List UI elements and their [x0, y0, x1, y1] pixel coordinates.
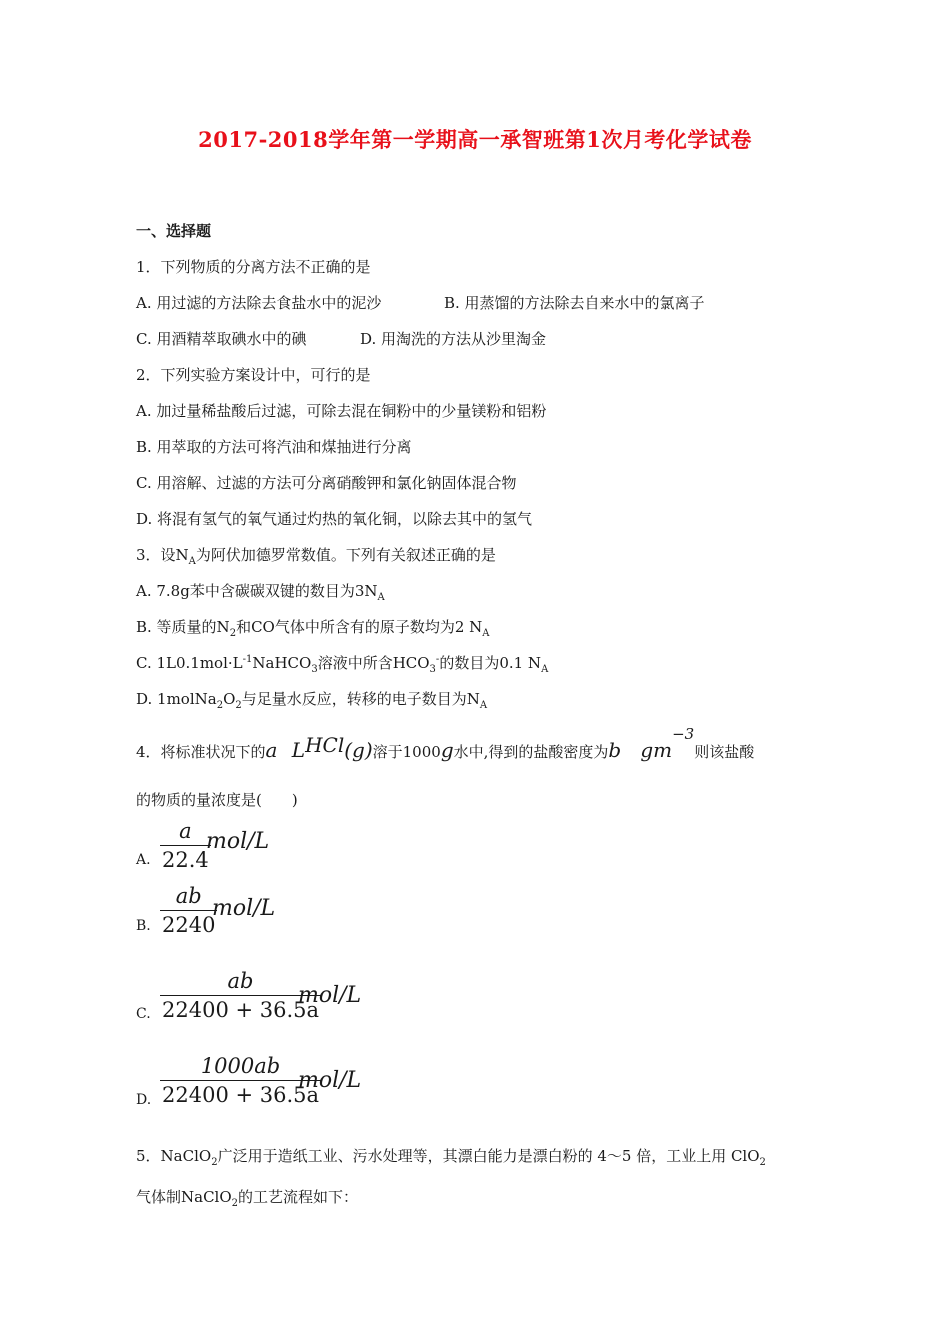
section-heading: 一、选择题: [136, 222, 212, 240]
question-2-option-b: B. 用萃取的方法可将汽油和煤抽进行分离: [136, 438, 412, 456]
question-4-option-c-unit: mol/L: [298, 983, 362, 1008]
question-4-option-a-unit: mol/L: [206, 829, 270, 854]
question-4-option-d-unit: mol/L: [298, 1068, 362, 1093]
unit-l: L: [291, 738, 306, 762]
question-4-stem-line1: 4．将标准状况下的a LHCl(g)溶于1000g水中,得到的盐酸密度为b gm−3则该盐酸: [136, 725, 755, 762]
question-5-stem-line2: 气体制NaClO$_2$的工艺流程如下：: [136, 1188, 359, 1209]
question-3-option-b: B. 等质量的$N_2$和CO气体中所含有的原子数均为2 $N_A$: [136, 618, 490, 639]
density-unit: gm: [640, 738, 673, 762]
question-4-option-b-fraction: ab 2240: [162, 884, 216, 937]
question-1-option-b: B. 用蒸馏的方法除去自来水中的氯离子: [444, 294, 705, 312]
unit-g: g: [440, 738, 454, 762]
question-3-option-a: A. 7.8g苯中含碳碳双键的数目为$3N_A$: [136, 582, 385, 603]
exam-title: 2017-2018学年第一学期高一承智班第1次月考化学试卷: [198, 127, 752, 152]
question-4-option-d-fraction: 1000ab 22400 + 36.5a: [162, 1054, 320, 1107]
question-5-stem-line1: 5．NaClO$_2$广泛用于造纸工业、污水处理等，其漂白能力是漂白粉的 4～5 倍，工业上用 ClO$_2$: [136, 1147, 766, 1168]
variable-b: b: [608, 738, 622, 762]
question-4-option-a-fraction: a 22.4: [162, 819, 209, 872]
formula-hcl: HCl: [305, 733, 345, 757]
question-3-option-c: C. $1L0.1mol\cdot L^{-1}NaHCO_3$溶液中所含$HCO_3^-$的数目为0.1 $N_A$: [136, 654, 549, 675]
question-4-stem-line2: 的物质的量浓度是( ): [136, 791, 298, 809]
density-exponent: −3: [672, 725, 695, 743]
question-2-option-d: D. 将混有氢气的氧气通过灼热的氧化铜，以除去其中的氢气: [136, 510, 533, 528]
formula-gas-state: (g): [344, 738, 373, 762]
question-2-option-c: C. 用溶解、过滤的方法可分离硝酸钾和氯化钠固体混合物: [136, 474, 517, 492]
question-3-stem: 3．设$N_A$为阿伏加德罗常数值。下列有关叙述正确的是: [136, 546, 496, 567]
question-1-option-c: C. 用酒精萃取碘水中的碘: [136, 330, 307, 348]
question-2-stem: 2．下列实验方案设计中，可行的是: [136, 366, 371, 384]
question-3-option-d: D. $1molNa_2O_2$与足量水反应，转移的电子数目为$N_A$: [136, 690, 488, 711]
question-4-option-a-label: A.: [136, 852, 151, 868]
question-1-option-d: D. 用淘洗的方法从沙里淘金: [360, 330, 547, 348]
question-4-option-c-fraction: ab 22400 + 36.5a: [162, 969, 320, 1022]
question-4-option-d-label: D.: [136, 1092, 152, 1108]
question-4-option-c-label: C.: [136, 1006, 151, 1022]
variable-a: a: [265, 738, 278, 762]
question-1-option-a: A. 用过滤的方法除去食盐水中的泥沙: [136, 294, 382, 312]
question-1-stem: 1．下列物质的分离方法不正确的是: [136, 258, 371, 276]
question-4-option-b-label: B.: [136, 918, 151, 934]
question-4-option-b-unit: mol/L: [212, 896, 276, 921]
question-2-option-a: A. 加过量稀盐酸后过滤，可除去混在铜粉中的少量镁粉和铝粉: [136, 402, 547, 420]
